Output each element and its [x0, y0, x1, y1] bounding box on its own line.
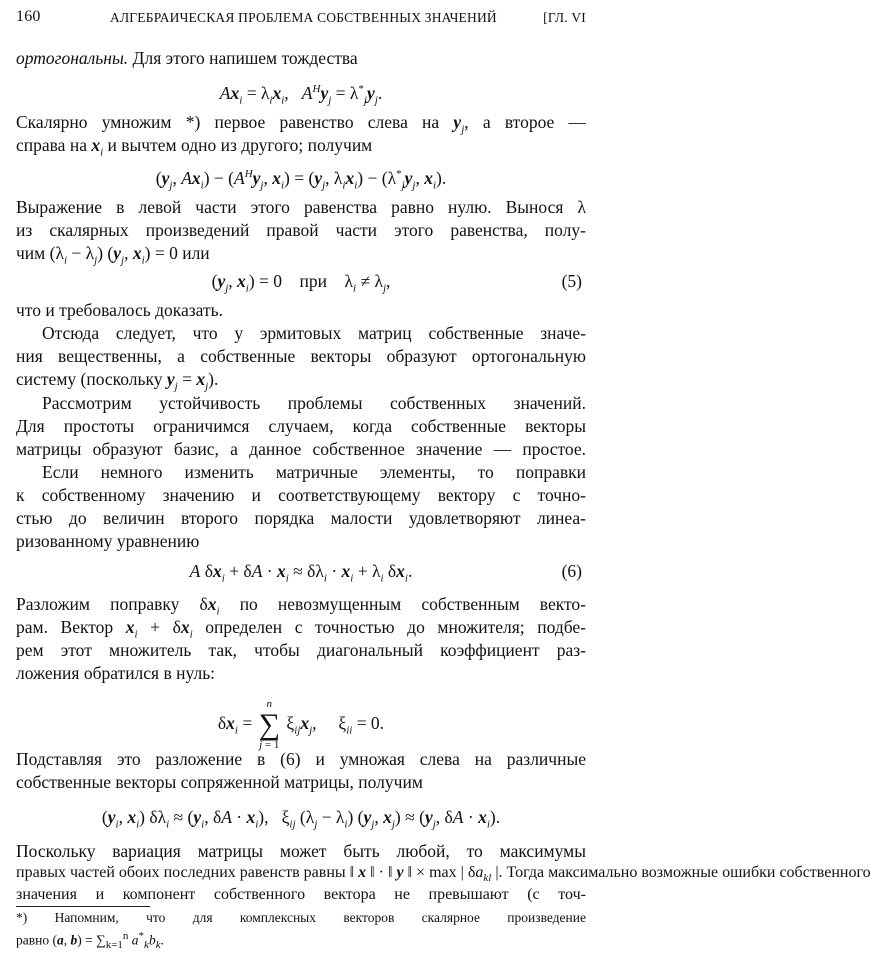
paragraph-line: к собственному значению и соответствующему вектору с точно-: [16, 485, 586, 505]
paragraph-line: Если немного изменить матричные элементы, то поправки: [42, 462, 586, 482]
chapter-label: [ГЛ. VI: [543, 10, 586, 25]
equation-scalar-products: ($y_j$, $Ax_i) - (A^Hy_j$, $x_i) = (y_j$, $\lambda_ix_i) - (\lambda^*_jy_j$, $x_i$).: [155, 167, 447, 192]
emphasized-word: ортогональны.: [16, 48, 129, 68]
equation-6: A $\delta x_i + \delta A \cdot x_i \approx \delta\lambda_i \cdot x_i + \lambda_i$ $\delta x_i$. (6): [189, 561, 582, 585]
text-span: при: [299, 271, 328, 291]
footnote-line: равно (a, $b) = \sum_{k=1}^n$ $a^*_kb_k$.: [16, 930, 164, 952]
paragraph-line: Поскольку вариация матрицы может быть любой, то максимумы: [16, 841, 586, 861]
running-title: АЛГЕБРАИЧЕСКАЯ ПРОБЛЕМА СОБСТВЕННЫХ ЗНАЧЕНИЙ: [110, 10, 497, 25]
footnote-rule: [16, 906, 150, 907]
text-span: Скалярно умножим *) первое равенство слева на: [16, 112, 440, 132]
text-span: или: [182, 243, 210, 263]
paragraph-line: матрицы образуют базис, а данное собственное значение — простое.: [16, 439, 586, 459]
paragraph-line: Выражение в левой части этого равенства равно нулю. Вынося λ: [16, 197, 586, 217]
paragraph-line: Для простоты ограничимся случаем, когда собственные векторы: [16, 416, 586, 436]
equation-5: ($y_j$, $x_i) = 0$ при $\lambda_i \ne \lambda_j$, (5): [211, 271, 582, 295]
paragraph-line: Рассмотрим устойчивость проблемы собственных значений.: [42, 393, 586, 413]
paragraph-line: рем этот множитель так, чтобы диагональный коэффициент раз-: [16, 640, 586, 660]
text-span: равно: [16, 932, 50, 948]
paragraph-line: правых частей обоих последних равенств равны ‖ x ‖ · ‖ y ‖ × max | $\delta a_{kl}$ |. Тогда максимально возможные ошибки собственного: [16, 864, 871, 885]
text-span: справа на: [16, 135, 87, 155]
text-span: рам. Вектор: [16, 617, 114, 637]
paragraph-line: Отсюда следует, что у эрмитовых матриц собственные значе-: [42, 323, 586, 343]
running-header: [16, 8, 586, 30]
paragraph-line: ризованному уравнению: [16, 531, 200, 551]
text-span: . Тогда максимально возможные ошибки собственного: [498, 864, 871, 881]
paragraph-line: справа на $x_i$ и вычтем одно из другого; получим: [16, 135, 373, 159]
paragraph-line: собственные векторы сопряженной матрицы, получим: [16, 772, 423, 792]
paragraph-line: рам. Вектор $x_i + \delta x_i$ определен с точностью до множителя; подбе-: [16, 617, 587, 641]
paragraph-line: что и требовалось доказать.: [16, 300, 224, 320]
text-span: Разложим поправку: [16, 594, 180, 614]
sum-limit: n: [122, 930, 129, 942]
text-span: и вычтем одно из другого; получим: [107, 135, 373, 155]
text-span: , а второе —: [464, 112, 587, 132]
paragraph-line: значения и компонент собственного вектора не превышают (с точ-: [16, 886, 586, 903]
paragraph-line: ложения обратился в нуль:: [16, 663, 216, 683]
page-number: 160: [16, 8, 41, 25]
equation-expansion: $\delta x_i$ = n ∑ j = 1 $\xi_{ij}x_j$, $\xi_{ii} = 0$.: [217, 698, 385, 751]
text-span: чим: [16, 243, 46, 263]
text-span: определен с точностью до множителя; подбе-: [205, 617, 587, 637]
footnote-line: *) Напомним, что для комплексных векторов скалярное произведение: [16, 910, 586, 925]
text-span: ).: [208, 369, 219, 389]
text-span: систему (поскольку: [16, 369, 163, 389]
paragraph-line: из скалярных произведений правой части этого равенства, полу-: [16, 220, 586, 240]
paragraph-line: [16, 47, 586, 69]
paragraph-line: Скалярно умножим *) первое равенство слева на $y_j$, а второе —: [16, 112, 587, 136]
paragraph-line: ния вещественны, а собственные векторы образуют ортогональную: [16, 346, 586, 366]
equation-projected: ($y_i$, $x_i$) $\delta\lambda_i \approx (y_i$, $\delta A \cdot x_i$), $\xi_{ij}$ $(\lambda_j - \lambda_i)$ ($y_j$, $x_j) \approx (y_j$, $\delta A \cdot x_i$).: [101, 807, 501, 831]
sum-limit: k=1: [105, 939, 123, 952]
equation-number: (6): [561, 561, 582, 581]
paragraph-line: чим $(\lambda_i - \lambda_j)$ ($y_j$, $x_i) = 0$ или: [16, 243, 210, 267]
sum-symbol: n ∑ j = 1: [258, 698, 280, 751]
paragraph-line: стью до величин второго порядка малости удовлетворяют линеа-: [16, 508, 586, 528]
equation-identities: $Ax_i = \lambda_ix_i$, $A^Hy_j = \lambda^*_jy_j$.: [219, 82, 383, 107]
equation-number: (5): [561, 271, 582, 291]
paragraph-line: Разложим поправку $\delta x_i$ по невозмущенным собственным векто-: [16, 594, 586, 618]
text-span: Для этого напишем тождества: [128, 48, 358, 68]
paragraph-line: Подставляя это разложение в (6) и умножая слева на различные: [16, 749, 586, 769]
paragraph-line: систему (поскольку $y_j = x_j$).: [16, 369, 219, 393]
text-span: правых частей обоих последних равенств равны: [16, 864, 346, 881]
text-span: по невозмущенным собственным векто-: [239, 594, 586, 614]
